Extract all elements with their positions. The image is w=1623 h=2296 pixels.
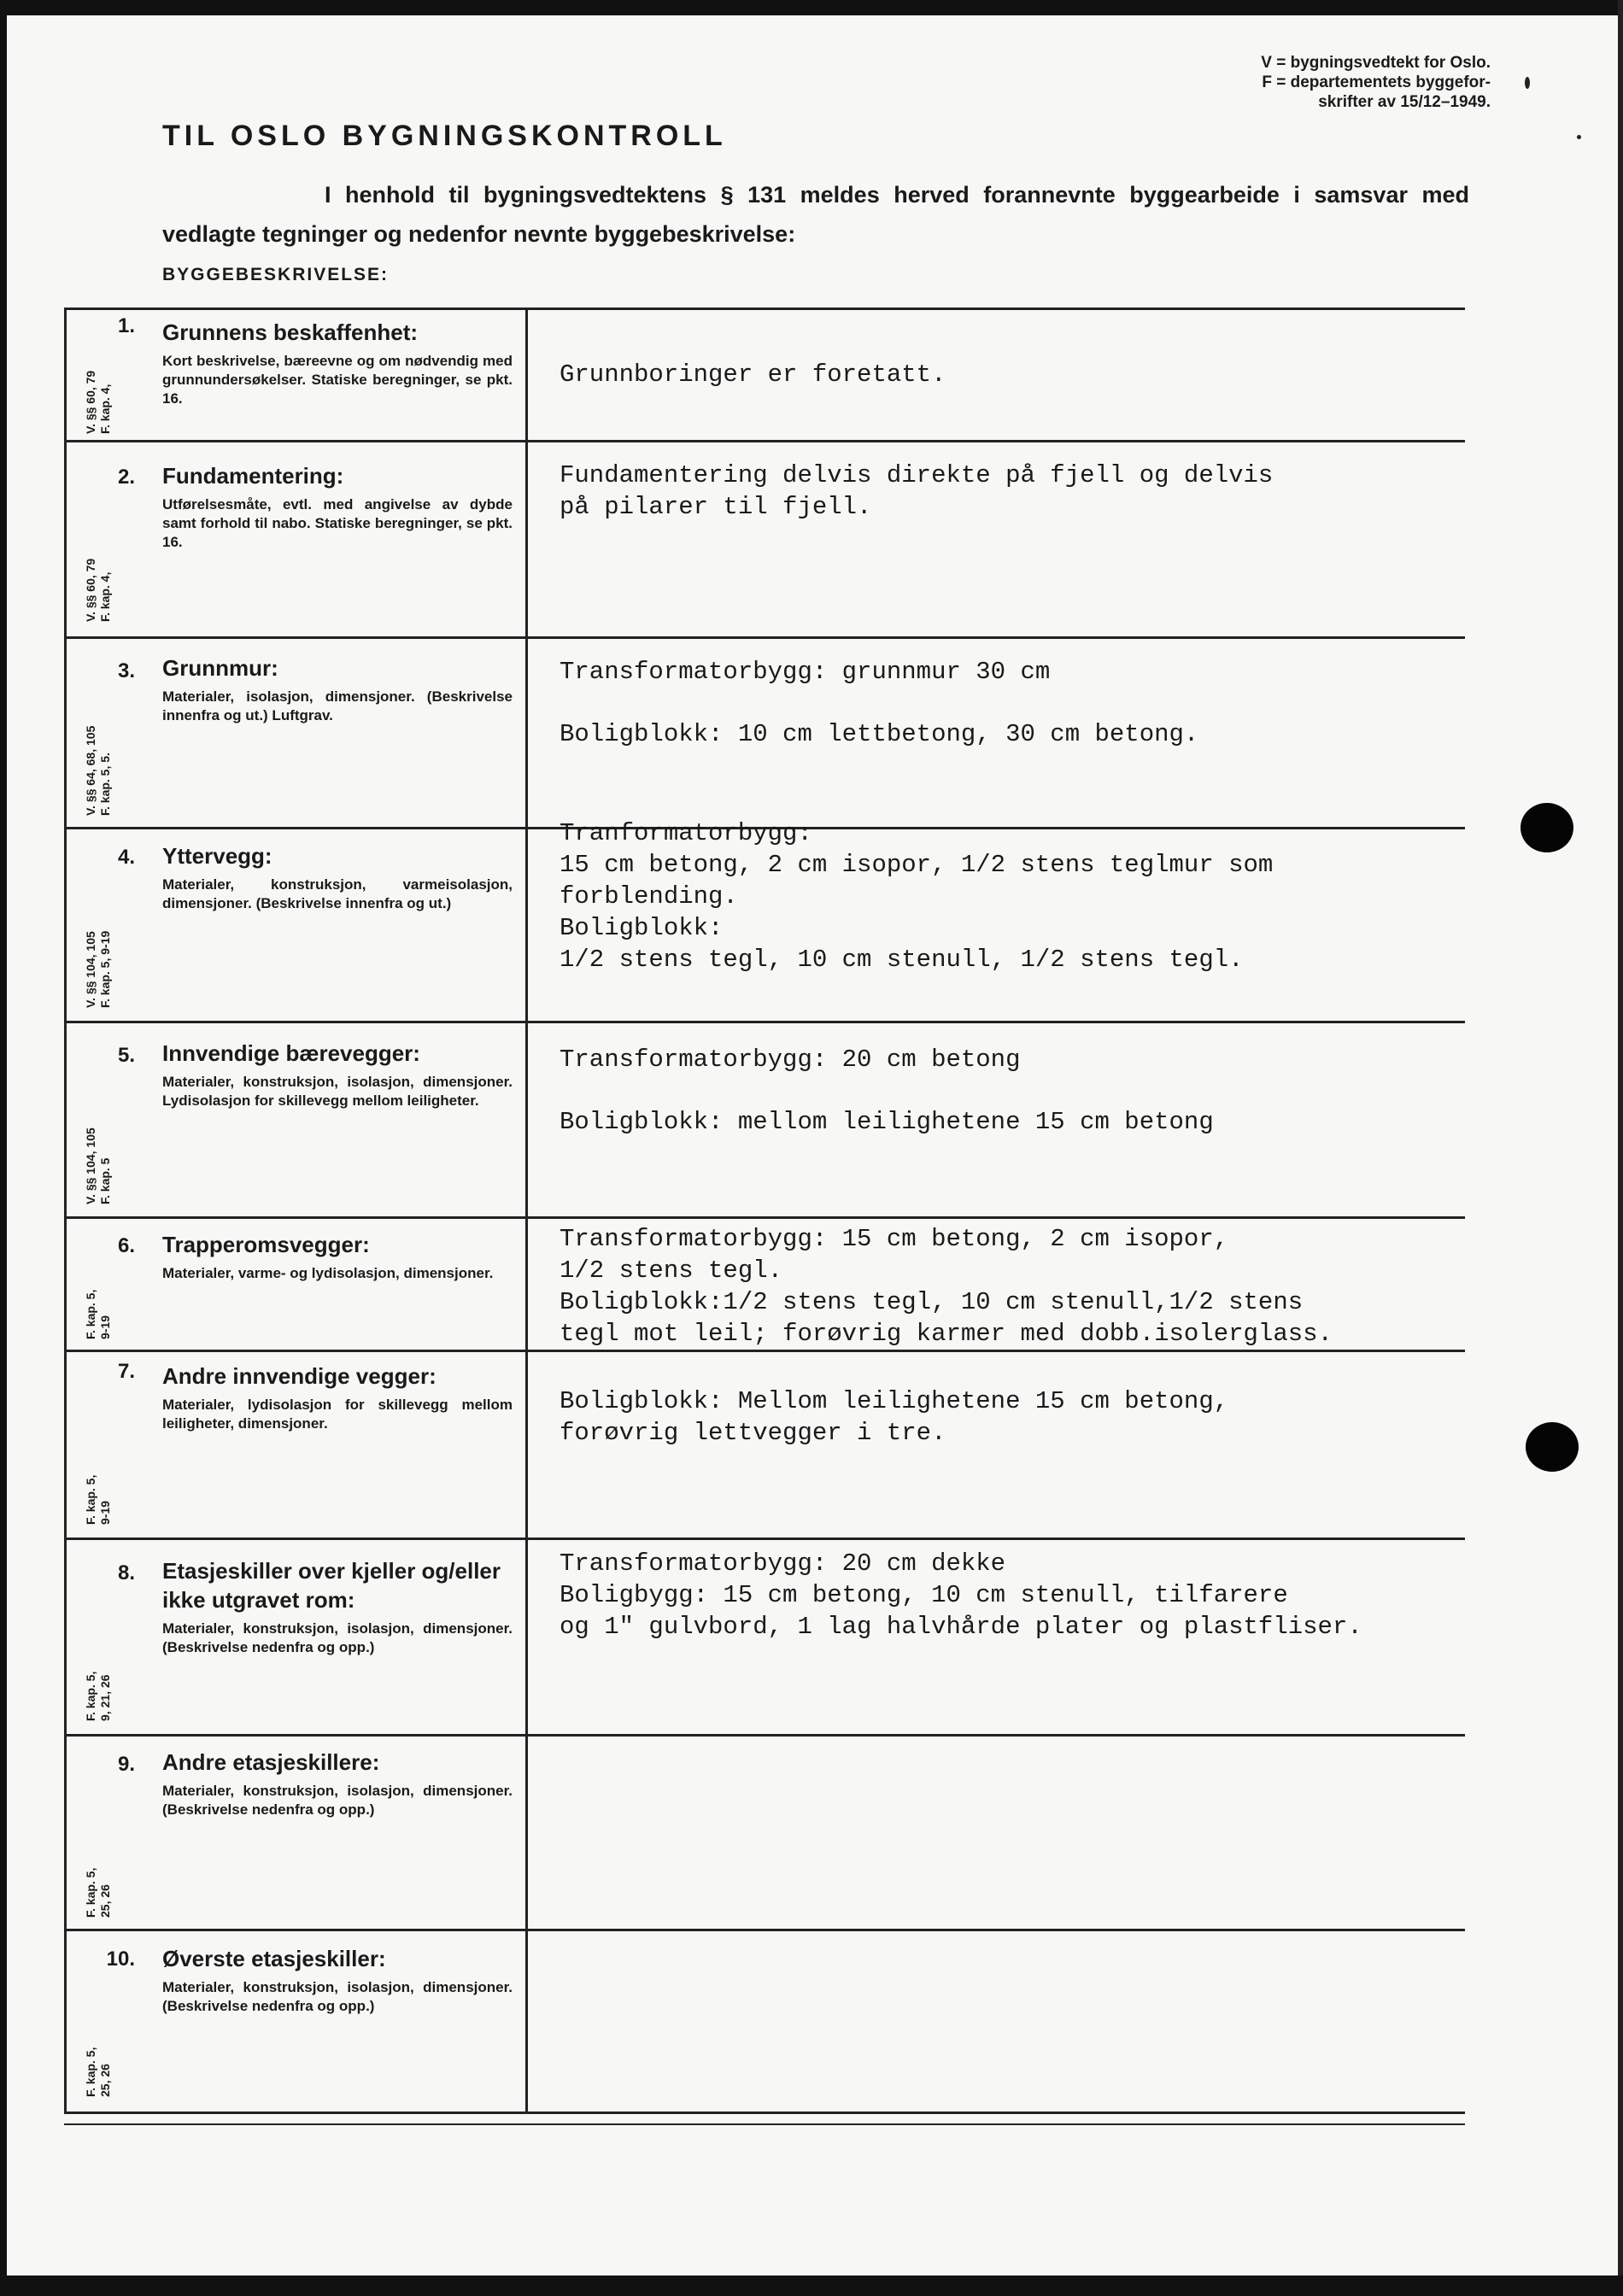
regulation-reference: V. §§ 104, 105 F. kap. 5 bbox=[84, 1128, 112, 1204]
row-label bbox=[162, 1230, 513, 1283]
row-title: Innvendige bærevegger: bbox=[162, 1040, 420, 1066]
table-footer-rule bbox=[64, 2123, 1465, 2125]
ink-blot bbox=[1526, 1422, 1579, 1472]
row-divider bbox=[64, 440, 1465, 442]
row-entry bbox=[560, 460, 1597, 523]
legend-line: skrifter av 15/12–1949. bbox=[1318, 93, 1491, 111]
entry-line: Fundamentering delvis direkte på fjell og delvis bbox=[560, 461, 1274, 489]
row-title: Grunnmur: bbox=[162, 655, 278, 681]
row-title: Andre etasjeskillere: bbox=[162, 1749, 380, 1775]
regulation-reference: V. §§ 64, 68, 105 F. kap. 5, 5. bbox=[84, 725, 112, 816]
dust-speck bbox=[1525, 77, 1530, 89]
form-title: TIL OSLO BYGNINGSKONTROLL bbox=[162, 120, 727, 152]
row-divider bbox=[64, 1929, 1465, 1931]
entry-line: Grunnboringer er foretatt. bbox=[560, 360, 946, 389]
regulation-reference: V. §§ 60, 79 F. kap. 4, bbox=[84, 558, 112, 622]
row-entry bbox=[560, 656, 1597, 750]
row-divider bbox=[64, 1538, 1465, 1540]
row-number: 9. bbox=[117, 1753, 135, 1776]
row-divider bbox=[64, 1216, 1465, 1219]
entry-line: 1/2 stens tegl, 10 cm stenull, 1/2 stens tegl. bbox=[560, 946, 1244, 974]
entry-line: og 1" gulvbord, 1 lag halvhårde plater og plastfliser. bbox=[560, 1613, 1362, 1641]
row-label bbox=[162, 1944, 513, 2016]
row-entry bbox=[560, 359, 1597, 390]
entry-line: Boligbygg: 15 cm betong, 10 cm stenull, tilfarere bbox=[560, 1581, 1288, 1609]
row-entry bbox=[560, 1385, 1597, 1449]
entry-line: Transformatorbygg: 20 cm dekke bbox=[560, 1549, 1006, 1578]
ink-blot bbox=[1520, 803, 1573, 852]
regulation-reference: V. §§ 104, 105 F. kap. 5, 9-19 bbox=[84, 930, 112, 1008]
row-title: Øverste etasjeskiller: bbox=[162, 1946, 386, 1971]
regulation-reference: F. kap. 5, 9, 21, 26 bbox=[84, 1671, 112, 1721]
row-description: Materialer, konstruksjon, isolasjon, dimensjoner. (Beskrivelse nedenfra og opp.) bbox=[162, 1783, 513, 1818]
scan-border-right bbox=[1618, 0, 1623, 2296]
intro-paragraph bbox=[162, 175, 1469, 254]
row-number: 8. bbox=[117, 1561, 135, 1584]
row-label bbox=[162, 1039, 513, 1110]
row-description: Materialer, konstruksjon, isolasjon, dimensjoner. Lydisolasjon for skillevegg mellom leiligheter. bbox=[162, 1074, 513, 1109]
row-description: Kort beskrivelse, bæreevne og om nødvendig med grunnundersøkelser. Statiske beregninger, se pkt. 16. bbox=[162, 353, 513, 407]
row-number: 1. bbox=[117, 314, 135, 337]
entry-line: på pilarer til fjell. bbox=[560, 493, 872, 521]
section-heading: BYGGEBESKRIVELSE: bbox=[162, 265, 390, 284]
regulation-reference: F. kap. 5, 25, 26 bbox=[84, 2047, 112, 2097]
entry-line: forøvrig lettvegger i tre. bbox=[560, 1419, 946, 1447]
row-entry bbox=[560, 1044, 1597, 1138]
row-title: Trapperomsvegger: bbox=[162, 1232, 370, 1257]
row-description: Materialer, isolasjon, dimensjoner. (Beskrivelse innenfra og ut.) Luftgrav. bbox=[162, 688, 513, 723]
entry-line: Boligblokk:1/2 stens tegl, 10 cm stenull,1/2 stens bbox=[560, 1288, 1304, 1316]
legend-line: V = bygningsvedtekt for Oslo. bbox=[1261, 54, 1491, 72]
table-top-rule bbox=[64, 308, 1465, 310]
column-divider bbox=[525, 309, 528, 2112]
row-title: Andre innvendige vegger: bbox=[162, 1363, 437, 1389]
regulation-reference: V. §§ 60, 79 F. kap. 4, bbox=[84, 370, 112, 434]
entry-line: Boligblokk: bbox=[560, 914, 724, 942]
row-description: Materialer, konstruksjon, isolasjon, dimensjoner. (Beskrivelse nedenfra og opp.) bbox=[162, 1620, 513, 1655]
row-label bbox=[162, 318, 513, 408]
row-title: Etasjeskiller over kjeller og/eller ikke utgravet rom: bbox=[162, 1558, 501, 1613]
row-number: 3. bbox=[117, 659, 135, 682]
regulation-reference: F. kap. 5, 9-19 bbox=[84, 1474, 112, 1525]
scan-border-top bbox=[0, 0, 1623, 15]
entry-line: Tranformatorbygg: bbox=[560, 819, 812, 847]
entry-line: Boligblokk: Mellom leilighetene 15 cm betong, bbox=[560, 1387, 1229, 1415]
row-label bbox=[162, 841, 513, 913]
row-entry bbox=[560, 1223, 1597, 1350]
row-divider bbox=[64, 1021, 1465, 1023]
row-description: Materialer, lydisolasjon for skillevegg mellom leiligheter, dimensjoner. bbox=[162, 1397, 513, 1432]
row-description: Utførelsesmåte, evtl. med angivelse av dybde samt forhold til nabo. Statiske beregninger, se pkt. 16. bbox=[162, 496, 513, 550]
entry-line: forblending. bbox=[560, 882, 738, 911]
legend-line: F = departementets byggefor- bbox=[1262, 73, 1491, 91]
scan-border-left bbox=[0, 0, 7, 2296]
intro-text: I henhold til bygningsvedtektens § 131 meldes herved forannevnte byggearbeide i samsvar med vedlagte tegninger og nedenfor nevnte byggebeskrivelse: bbox=[162, 182, 1469, 247]
entry-line: tegl mot leil; forøvrig karmer med dobb.isolerglass. bbox=[560, 1320, 1333, 1348]
entry-line: Transformatorbygg: 20 cm betong bbox=[560, 1046, 1021, 1074]
row-label bbox=[162, 461, 513, 552]
row-number: 7. bbox=[117, 1360, 135, 1383]
row-label bbox=[162, 1556, 513, 1657]
entry-line: Boligblokk: 10 cm lettbetong, 30 cm betong. bbox=[560, 720, 1199, 748]
row-divider bbox=[64, 1350, 1465, 1352]
row-divider bbox=[64, 636, 1465, 639]
row-label bbox=[162, 1362, 513, 1433]
row-number: 5. bbox=[117, 1044, 135, 1067]
row-title: Fundamentering: bbox=[162, 463, 344, 489]
row-label bbox=[162, 653, 513, 725]
abbreviation-legend bbox=[1098, 53, 1491, 112]
row-title: Yttervegg: bbox=[162, 843, 272, 869]
row-description: Materialer, konstruksjon, isolasjon, dimensjoner. (Beskrivelse nedenfra og opp.) bbox=[162, 1979, 513, 2014]
table-bottom-rule bbox=[64, 2112, 1465, 2114]
row-number: 10. bbox=[106, 1948, 135, 1971]
entry-line: Transformatorbygg: grunnmur 30 cm bbox=[560, 658, 1051, 686]
row-entry bbox=[560, 817, 1597, 975]
left-border bbox=[64, 309, 67, 2112]
row-title: Grunnens beskaffenhet: bbox=[162, 319, 419, 345]
row-description: Materialer, konstruksjon, varmeisolasjon, dimensjoner. (Beskrivelse innenfra og ut.) bbox=[162, 876, 513, 911]
scan-border-bottom bbox=[0, 2276, 1623, 2296]
regulation-reference: F. kap. 5, 9-19 bbox=[84, 1289, 112, 1339]
entry-line: Boligblokk: mellom leilighetene 15 cm betong bbox=[560, 1108, 1214, 1136]
row-number: 6. bbox=[117, 1234, 135, 1257]
row-divider bbox=[64, 1734, 1465, 1737]
entry-line: 1/2 stens tegl. bbox=[560, 1256, 783, 1285]
row-label bbox=[162, 1748, 513, 1819]
entry-line: Transformatorbygg: 15 cm betong, 2 cm isopor, bbox=[560, 1225, 1229, 1253]
row-number: 4. bbox=[117, 846, 135, 869]
entry-line: 15 cm betong, 2 cm isopor, 1/2 stens teglmur som bbox=[560, 851, 1274, 879]
row-description: Materialer, varme- og lydisolasjon, dimensjoner. bbox=[162, 1265, 494, 1281]
dust-speck bbox=[1577, 135, 1581, 139]
row-entry bbox=[560, 1548, 1597, 1643]
regulation-reference: F. kap. 5, 25, 26 bbox=[84, 1867, 112, 1918]
row-number: 2. bbox=[117, 466, 135, 489]
